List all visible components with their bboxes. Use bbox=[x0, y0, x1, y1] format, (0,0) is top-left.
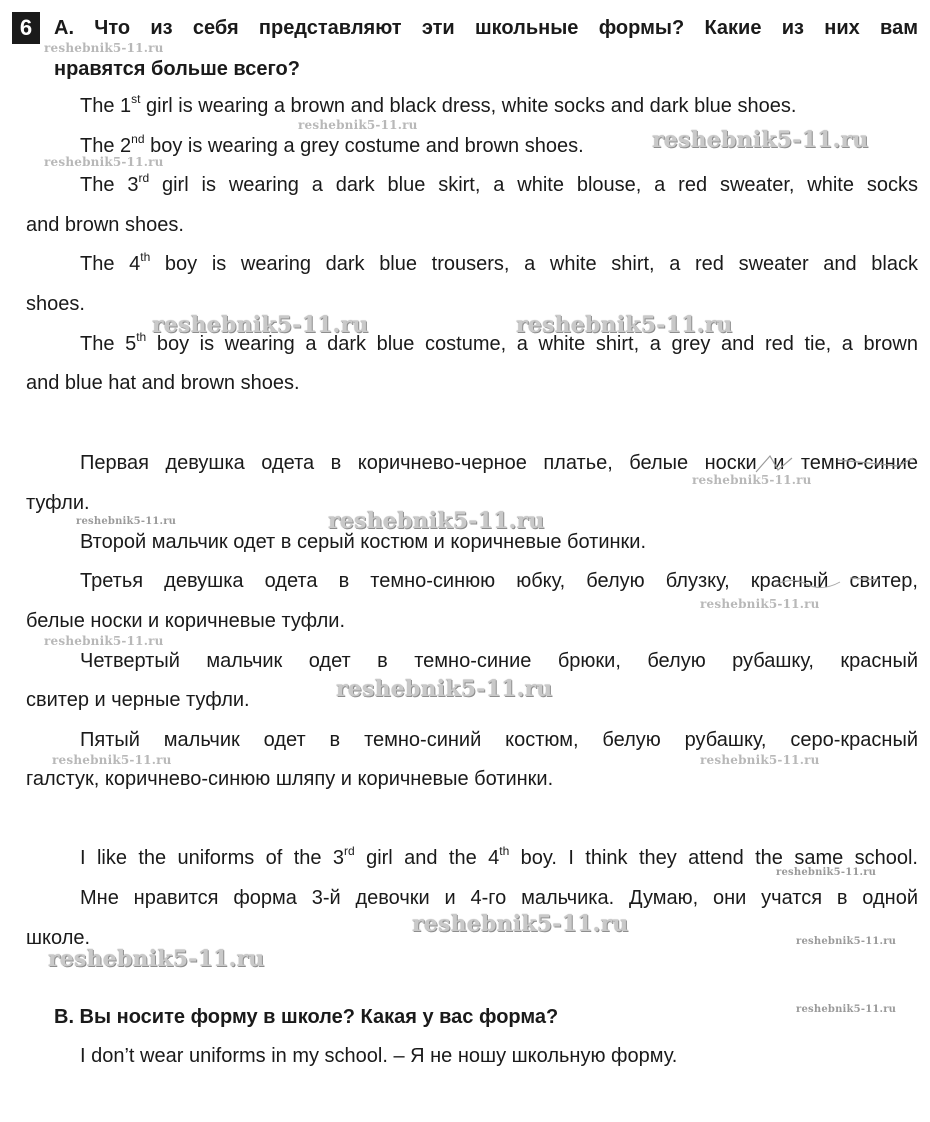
english-sentence-2: The 2nd boy is wearing a grey costume and brown shoes. bbox=[80, 132, 584, 157]
english-sentence-3-cont: and brown shoes. bbox=[26, 214, 184, 236]
english-sentence-1: The 1st girl is wearing a brown and black dress, white socks and dark blue shoes. bbox=[80, 92, 797, 117]
watermark: reshebnik5-11.ru bbox=[44, 155, 164, 169]
question-b: B. Вы носите форму в школе? Какая у вас форма? bbox=[54, 1006, 559, 1028]
watermark: reshebnik5-11.ru bbox=[48, 946, 265, 972]
russian-sentence-5: Пятый мальчик одет в темно-синий костюм, белую рубашку, серо-красный bbox=[80, 729, 918, 751]
russian-sentence-4: Четвертый мальчик одет в темно-синие брюки, белую рубашку, красный bbox=[80, 650, 918, 672]
question-a-line2: нравятся больше всего? bbox=[54, 58, 300, 80]
watermark: reshebnik5-11.ru bbox=[44, 634, 164, 648]
watermark: reshebnik5-11.ru bbox=[336, 676, 553, 702]
opinion-russian-cont: школе. bbox=[26, 927, 91, 949]
answer-b: I don’t wear uniforms in my school. – Я не ношу школьную форму. bbox=[80, 1045, 678, 1067]
watermark: reshebnik5-11.ru bbox=[76, 516, 177, 527]
watermark: reshebnik5-11.ru bbox=[298, 118, 418, 132]
russian-sentence-1: Первая девушка одета в коричнево-черное платье, белые носки и темно-синие bbox=[80, 452, 918, 474]
russian-sentence-4-cont: свитер и черные туфли. bbox=[26, 689, 250, 711]
english-sentence-4: The 4th boy is wearing dark blue trousers, a white shirt, a red sweater and black bbox=[80, 250, 918, 275]
exercise-number-badge: 6 bbox=[12, 12, 40, 44]
opinion-english: I like the uniforms of the 3rd girl and the 4th boy. I think they attend the same school. bbox=[80, 844, 918, 869]
english-sentence-5-cont: and blue hat and brown shoes. bbox=[26, 372, 300, 394]
russian-sentence-5-cont: галстук, коричнево-синюю шляпу и коричневые ботинки. bbox=[26, 768, 554, 790]
watermark: reshebnik5-11.ru bbox=[796, 936, 897, 947]
english-sentence-5: The 5th boy is wearing a dark blue costume, a white shirt, a grey and red tie, a brown bbox=[80, 330, 918, 355]
watermark: reshebnik5-11.ru bbox=[796, 1004, 897, 1015]
watermark: reshebnik5-11.ru bbox=[44, 41, 164, 55]
watermark: reshebnik5-11.ru bbox=[328, 508, 545, 534]
russian-sentence-3: Третья девушка одета в темно-синюю юбку, белую блузку, красный свитер, bbox=[80, 570, 918, 592]
watermark: reshebnik5-11.ru bbox=[152, 312, 369, 338]
watermark: reshebnik5-11.ru bbox=[516, 312, 733, 338]
opinion-russian: Мне нравится форма 3-й девочки и 4-го мальчика. Думаю, они учатся в одной bbox=[80, 887, 918, 909]
russian-sentence-3-cont: белые носки и коричневые туфли. bbox=[26, 610, 346, 632]
pencil-scribble bbox=[770, 572, 910, 598]
watermark: reshebnik5-11.ru bbox=[52, 753, 172, 767]
question-a-line1: А. Что из себя представляют эти школьные формы? Какие из них вам bbox=[54, 17, 918, 39]
watermark: reshebnik5-11.ru bbox=[412, 911, 629, 937]
watermark: reshebnik5-11.ru bbox=[700, 753, 820, 767]
watermark: reshebnik5-11.ru bbox=[692, 473, 812, 487]
watermark: reshebnik5-11.ru bbox=[652, 127, 869, 153]
english-sentence-4-cont: shoes. bbox=[26, 293, 85, 315]
watermark: reshebnik5-11.ru bbox=[776, 867, 877, 878]
watermark: reshebnik5-11.ru bbox=[700, 597, 820, 611]
russian-sentence-2: Второй мальчик одет в серый костюм и коричневые ботинки. bbox=[80, 531, 647, 553]
russian-sentence-1-cont: туфли. bbox=[26, 492, 90, 514]
english-sentence-3: The 3rd girl is wearing a dark blue skirt, a white blouse, a red sweater, white socks bbox=[80, 171, 918, 196]
